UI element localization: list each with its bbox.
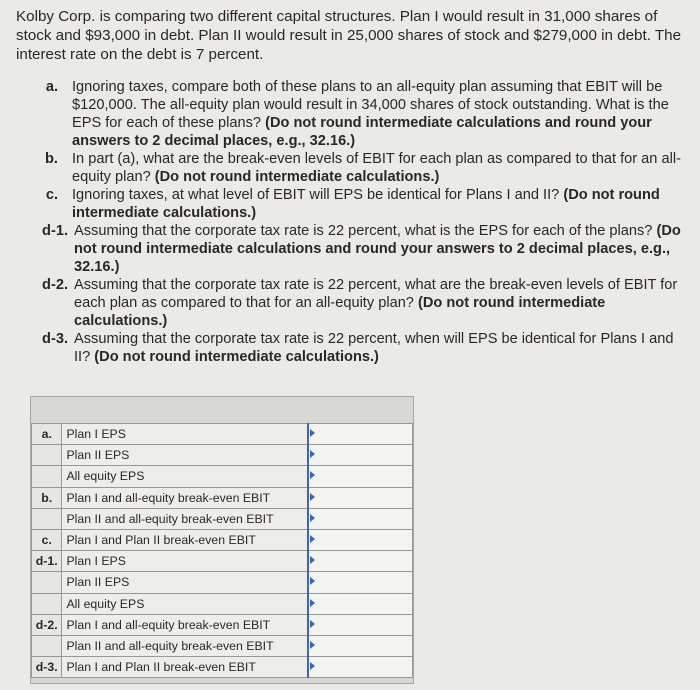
row-description: Plan I EPS xyxy=(62,424,308,445)
table-row xyxy=(32,508,413,529)
answer-cell xyxy=(308,529,413,550)
question-body: Ignoring taxes, at what level of EBIT will EPS be identical for Plans I and II? xyxy=(72,187,560,203)
answer-input[interactable] xyxy=(309,658,412,676)
question-c xyxy=(16,186,682,222)
row-description: Plan I EPS xyxy=(62,551,308,572)
table-row xyxy=(32,657,413,678)
answer-input[interactable] xyxy=(309,510,412,528)
row-part-label: d-3. xyxy=(32,657,62,678)
row-description: Plan I and Plan II break-even EBIT xyxy=(62,529,308,550)
table-row xyxy=(32,593,413,614)
question-body: In part (a), what are the break-even levels of EBIT for each plan as compared to that for an all-equity plan? xyxy=(72,151,681,185)
question-note: (Do not round intermediate calculations and round your answers to 2 decimal places, e.g., 32.16.) xyxy=(72,115,652,149)
answer-cell xyxy=(308,424,413,445)
question-d3 xyxy=(16,330,682,366)
question-note: (Do not round intermediate calculations.) xyxy=(72,187,660,221)
answer-input[interactable] xyxy=(309,467,412,485)
row-description: All equity EPS xyxy=(62,466,308,487)
question-d1 xyxy=(16,222,682,276)
table-row xyxy=(32,635,413,656)
answer-cell xyxy=(308,466,413,487)
answer-cell xyxy=(308,551,413,572)
table-row xyxy=(32,424,413,445)
question-label: c. xyxy=(45,187,58,203)
row-description: All equity EPS xyxy=(62,593,308,614)
row-part-label xyxy=(32,572,62,593)
row-part-label xyxy=(32,508,62,529)
row-part-label xyxy=(32,466,62,487)
row-description: Plan I and all-equity break-even EBIT xyxy=(62,614,308,635)
question-body: Ignoring taxes, compare both of these plans to an all-equity plan assuming that EBIT will be $120,000. The all-equity plan would result in 34,000 shares of stock outstanding. What is the EPS for each of these plans? xyxy=(72,79,669,131)
question-text xyxy=(74,222,682,276)
question-list xyxy=(16,78,682,366)
answer-table xyxy=(31,423,413,678)
table-row xyxy=(32,614,413,635)
answer-cell xyxy=(308,508,413,529)
table-row xyxy=(32,487,413,508)
row-part-label xyxy=(32,593,62,614)
question-label: d-1. xyxy=(42,223,68,239)
row-part-label: a. xyxy=(32,424,62,445)
row-part-label: c. xyxy=(32,529,62,550)
table-row xyxy=(32,572,413,593)
answer-input[interactable] xyxy=(309,531,412,549)
row-description: Plan II EPS xyxy=(62,445,308,466)
question-body: Assuming that the corporate tax rate is 22 percent, when will EPS be identical for Plans I and II? xyxy=(74,331,674,365)
row-description: Plan II EPS xyxy=(62,572,308,593)
question-note: (Do not round intermediate calculations.) xyxy=(154,169,440,185)
question-text xyxy=(74,330,682,366)
question-body: Assuming that the corporate tax rate is 22 percent, what are the break-even levels of EBIT for each plan as compared to that for an all-equity plan? xyxy=(74,277,678,311)
question-note: (Do not round intermediate calculations.) xyxy=(74,295,606,329)
answer-cell xyxy=(308,445,413,466)
answer-cell xyxy=(308,614,413,635)
question-label: b. xyxy=(45,151,58,167)
question-text xyxy=(74,276,682,330)
question-body: Assuming that the corporate tax rate is 22 percent, what is the EPS for each of the plans? xyxy=(74,223,653,239)
answer-input[interactable] xyxy=(309,573,412,591)
problem-intro: Kolby Corp. is comparing two different capital structures. Plan I would result in 31,000 shares of stock and $93,000 in debt. Plan II would result in 25,000 shares of stock and $279,000 in debt. The interest rate on the debt is 7 percent. xyxy=(16,8,682,63)
row-part-label: b. xyxy=(32,487,62,508)
answer-cell xyxy=(308,572,413,593)
question-b xyxy=(16,150,682,186)
answer-table-panel xyxy=(30,396,414,684)
table-row xyxy=(32,445,413,466)
answer-cell xyxy=(308,593,413,614)
table-row xyxy=(32,529,413,550)
answer-cell xyxy=(308,487,413,508)
question-text xyxy=(72,78,682,150)
question-text xyxy=(72,186,682,222)
row-description: Plan II and all-equity break-even EBIT xyxy=(62,508,308,529)
answer-cell xyxy=(308,657,413,678)
answer-input[interactable] xyxy=(309,425,412,443)
answer-input[interactable] xyxy=(309,489,412,507)
answer-input[interactable] xyxy=(309,595,412,613)
row-description: Plan I and Plan II break-even EBIT xyxy=(62,657,308,678)
question-a xyxy=(16,78,682,150)
table-row xyxy=(32,466,413,487)
row-part-label xyxy=(32,635,62,656)
question-note: (Do not round intermediate calculations and round your answers to 2 decimal places, e.g., 32.16.) xyxy=(74,223,681,275)
answer-input[interactable] xyxy=(309,552,412,570)
row-description: Plan I and all-equity break-even EBIT xyxy=(62,487,308,508)
answer-input[interactable] xyxy=(309,446,412,464)
question-note: (Do not round intermediate calculations.) xyxy=(94,349,379,365)
question-label: a. xyxy=(45,79,58,95)
row-description: Plan II and all-equity break-even EBIT xyxy=(62,635,308,656)
answer-cell xyxy=(308,635,413,656)
question-d2 xyxy=(16,276,682,330)
table-row xyxy=(32,551,413,572)
answer-input[interactable] xyxy=(309,637,412,655)
question-label: d-2. xyxy=(42,277,68,293)
question-text xyxy=(72,150,682,186)
row-part-label: d-1. xyxy=(32,551,62,572)
question-label: d-3. xyxy=(42,331,68,347)
row-part-label: d-2. xyxy=(32,614,62,635)
row-part-label xyxy=(32,445,62,466)
answer-input[interactable] xyxy=(309,616,412,634)
